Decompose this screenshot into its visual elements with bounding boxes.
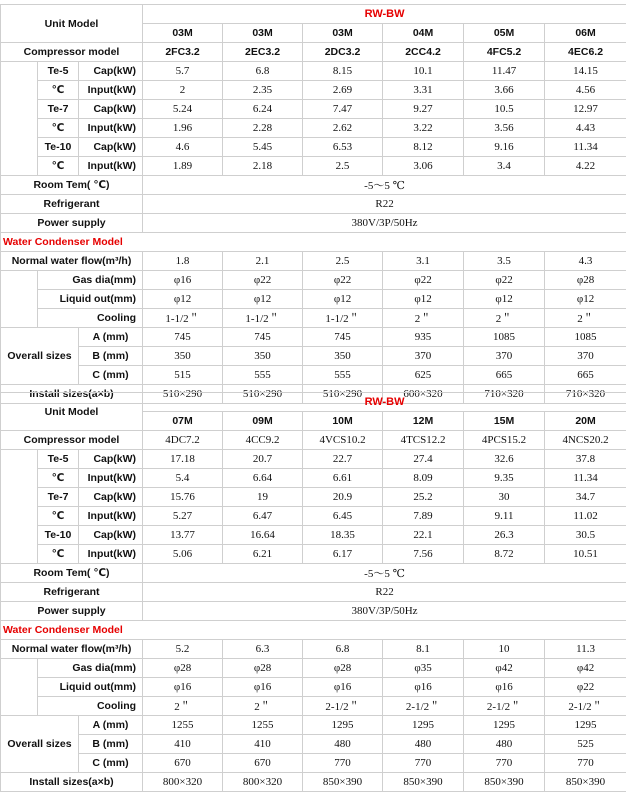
te5-input-cell: 2.35 [223, 81, 303, 100]
te5-input-cell: 2 [143, 81, 223, 100]
size-c-cell: 670 [223, 754, 303, 773]
model-header-cell: 04M [383, 24, 464, 43]
te7-cap-cell: 25.2 [383, 488, 464, 507]
water-flow-cell: 2.1 [223, 252, 303, 271]
te3-unit: ℃ [38, 545, 79, 564]
te10-cap-cell: 6.53 [303, 138, 383, 157]
te5-cap-cell: 27.4 [383, 450, 464, 469]
te5-cap-cell: 5.7 [143, 62, 223, 81]
empty-cell [1, 450, 38, 564]
cooling-cell: 2-1/2＂ [303, 697, 383, 716]
model-header-cell: 03M [303, 24, 383, 43]
input-label: Input(kW) [79, 507, 143, 526]
liquid-out-label: Liquid out(mm) [38, 678, 143, 697]
te5-input-cell: 8.09 [383, 469, 464, 488]
compressor-model-cell: 4TCS12.2 [383, 431, 464, 450]
cooling-label: Cooling [38, 697, 143, 716]
te10-cap-cell: 26.3 [464, 526, 545, 545]
te5-input-cell: 6.64 [223, 469, 303, 488]
unit-model-label: Unit Model [1, 5, 143, 43]
size-b-cell: 350 [223, 347, 303, 366]
te10-cap-cell: 16.64 [223, 526, 303, 545]
size-b-cell: 350 [303, 347, 383, 366]
compressor-model-label: Compressor model [1, 431, 143, 450]
te10-cap-cell: 4.6 [143, 138, 223, 157]
te7-input-cell: 3.56 [464, 119, 545, 138]
model-header-cell: 10M [303, 412, 383, 431]
size-b-cell: 410 [143, 735, 223, 754]
size-b-cell: 480 [303, 735, 383, 754]
te5-cap-cell: 37.8 [545, 450, 626, 469]
empty-cell [1, 271, 38, 328]
te10-cap-cell: 13.77 [143, 526, 223, 545]
te10-input-cell: 5.06 [143, 545, 223, 564]
cap-label: Cap(kW) [79, 526, 143, 545]
liquid-out-cell: φ12 [464, 290, 545, 309]
liquid-out-cell: φ12 [303, 290, 383, 309]
te5-cap-cell: 17.18 [143, 450, 223, 469]
size-b-cell: 370 [464, 347, 545, 366]
size-a-cell: 745 [223, 328, 303, 347]
te5-input-cell: 3.66 [464, 81, 545, 100]
install-size-cell: 600×320 [383, 385, 464, 404]
gas-dia-label: Gas dia(mm) [38, 659, 143, 678]
install-size-cell: 800×320 [143, 773, 223, 792]
model-header-cell: 20M [545, 412, 626, 431]
power-supply-value: 380V/3P/50Hz [143, 214, 626, 233]
te5-input-cell: 9.35 [464, 469, 545, 488]
size-c-cell: 625 [383, 366, 464, 385]
te5-cap-cell: 11.47 [464, 62, 545, 81]
liquid-out-cell: φ16 [383, 678, 464, 697]
power-supply-label: Power supply [1, 214, 143, 233]
gas-dia-cell: φ22 [223, 271, 303, 290]
te10-cap-cell: 22.1 [383, 526, 464, 545]
te7-cap-cell: 30 [464, 488, 545, 507]
model-header-cell: 05M [464, 24, 545, 43]
water-flow-cell: 2.5 [303, 252, 383, 271]
liquid-out-cell: φ16 [464, 678, 545, 697]
size-a-cell: 1255 [223, 716, 303, 735]
size-a-cell: 745 [303, 328, 383, 347]
b-mm-label: B (mm) [79, 347, 143, 366]
te10-input-cell: 2.5 [303, 157, 383, 176]
cooling-cell: 2＂ [383, 309, 464, 328]
te5-input-cell: 4.56 [545, 81, 626, 100]
size-a-cell: 1085 [464, 328, 545, 347]
te7-input-cell: 3.22 [383, 119, 464, 138]
install-size-cell: 710×320 [464, 385, 545, 404]
te7-input-cell: 11.02 [545, 507, 626, 526]
spec-table-2 [0, 392, 626, 792]
power-supply-value: 380V/3P/50Hz [143, 602, 626, 621]
water-flow-cell: 5.2 [143, 640, 223, 659]
te10-cap-cell: 30.5 [545, 526, 626, 545]
te1-label: Te-5 [38, 450, 79, 469]
size-c-cell: 515 [143, 366, 223, 385]
size-c-cell: 670 [143, 754, 223, 773]
liquid-out-cell: φ12 [545, 290, 626, 309]
cooling-cell: 1-1/2＂ [303, 309, 383, 328]
te7-input-cell: 6.45 [303, 507, 383, 526]
cooling-cell: 2-1/2＂ [545, 697, 626, 716]
install-size-cell: 850×390 [464, 773, 545, 792]
cooling-cell: 2＂ [464, 309, 545, 328]
te10-cap-cell: 18.35 [303, 526, 383, 545]
liquid-out-cell: φ22 [545, 678, 626, 697]
compressor-model-cell: 4EC6.2 [545, 43, 626, 62]
power-supply-label: Power supply [1, 602, 143, 621]
refrigerant-label: Refrigerant [1, 583, 143, 602]
compressor-model-cell: 4FC5.2 [464, 43, 545, 62]
te1-label: Te-5 [38, 62, 79, 81]
cooling-cell: 2-1/2＂ [464, 697, 545, 716]
compressor-model-label: Compressor model [1, 43, 143, 62]
te10-cap-cell: 5.45 [223, 138, 303, 157]
te5-input-cell: 6.61 [303, 469, 383, 488]
room-tem-value: -5～5 ℃ [143, 176, 626, 195]
te7-input-cell: 1.96 [143, 119, 223, 138]
te3-label: Te-10 [38, 138, 79, 157]
model-header-cell: 03M [143, 24, 223, 43]
model-header-cell: 03M [223, 24, 303, 43]
compressor-model-cell: 2CC4.2 [383, 43, 464, 62]
te10-input-cell: 6.21 [223, 545, 303, 564]
liquid-out-cell: φ12 [143, 290, 223, 309]
te10-input-cell: 3.06 [383, 157, 464, 176]
liquid-out-label: Liquid out(mm) [38, 290, 143, 309]
gas-dia-cell: φ22 [383, 271, 464, 290]
install-size-cell: 850×390 [545, 773, 626, 792]
size-b-cell: 410 [223, 735, 303, 754]
cap-label: Cap(kW) [79, 488, 143, 507]
size-a-cell: 1295 [464, 716, 545, 735]
te2-label: Te-7 [38, 488, 79, 507]
size-a-cell: 935 [383, 328, 464, 347]
gas-dia-cell: φ28 [303, 659, 383, 678]
te7-cap-cell: 20.9 [303, 488, 383, 507]
input-label: Input(kW) [79, 119, 143, 138]
te10-cap-cell: 11.34 [545, 138, 626, 157]
te7-cap-cell: 9.27 [383, 100, 464, 119]
cooling-cell: 1-1/2＂ [223, 309, 303, 328]
water-flow-label: Normal water flow(m³/h) [1, 252, 143, 271]
size-a-cell: 1085 [545, 328, 626, 347]
te2-label: Te-7 [38, 100, 79, 119]
gas-dia-cell: φ42 [545, 659, 626, 678]
gas-dia-cell: φ16 [143, 271, 223, 290]
gas-dia-cell: φ42 [464, 659, 545, 678]
cooling-cell: 1-1/2＂ [143, 309, 223, 328]
water-flow-cell: 11.3 [545, 640, 626, 659]
cooling-cell: 2-1/2＂ [383, 697, 464, 716]
size-b-cell: 350 [143, 347, 223, 366]
b-mm-label: B (mm) [79, 735, 143, 754]
te10-input-cell: 8.72 [464, 545, 545, 564]
gas-dia-cell: φ28 [223, 659, 303, 678]
install-size-cell: 510×290 [223, 385, 303, 404]
water-flow-cell: 4.3 [545, 252, 626, 271]
water-flow-cell: 6.3 [223, 640, 303, 659]
te10-input-cell: 7.56 [383, 545, 464, 564]
size-b-cell: 480 [383, 735, 464, 754]
te7-input-cell: 2.28 [223, 119, 303, 138]
size-a-cell: 1295 [545, 716, 626, 735]
install-sizes-label: Install sizes(a×b) [1, 385, 143, 404]
refrigerant-value: R22 [143, 583, 626, 602]
te7-input-cell: 4.43 [545, 119, 626, 138]
liquid-out-cell: φ16 [303, 678, 383, 697]
cooling-cell: 2＂ [545, 309, 626, 328]
te7-cap-cell: 12.97 [545, 100, 626, 119]
te1-unit: ℃ [38, 469, 79, 488]
compressor-model-cell: 2FC3.2 [143, 43, 223, 62]
te5-input-cell: 5.4 [143, 469, 223, 488]
size-c-cell: 665 [545, 366, 626, 385]
cooling-cell: 2＂ [143, 697, 223, 716]
te3-label: Te-10 [38, 526, 79, 545]
te5-input-cell: 2.69 [303, 81, 383, 100]
te5-cap-cell: 6.8 [223, 62, 303, 81]
cap-label: Cap(kW) [79, 62, 143, 81]
te7-cap-cell: 34.7 [545, 488, 626, 507]
size-b-cell: 480 [464, 735, 545, 754]
te1-unit: ℃ [38, 81, 79, 100]
compressor-model-cell: 4CC9.2 [223, 431, 303, 450]
compressor-model-cell: 4NCS20.2 [545, 431, 626, 450]
te7-cap-cell: 7.47 [303, 100, 383, 119]
install-size-cell: 510×290 [143, 385, 223, 404]
install-sizes-label: Install sizes(a×b) [1, 773, 143, 792]
te5-cap-cell: 32.6 [464, 450, 545, 469]
spec-table-1 [0, 4, 626, 404]
model-header-cell: 09M [223, 412, 303, 431]
te5-cap-cell: 14.15 [545, 62, 626, 81]
te10-input-cell: 6.17 [303, 545, 383, 564]
brand-label: RW-BW [143, 5, 626, 24]
input-label: Input(kW) [79, 545, 143, 564]
install-size-cell: 800×320 [223, 773, 303, 792]
water-flow-label: Normal water flow(m³/h) [1, 640, 143, 659]
size-b-cell: 525 [545, 735, 626, 754]
size-a-cell: 1295 [303, 716, 383, 735]
room-tem-label: Room Tem( ℃) [1, 176, 143, 195]
liquid-out-cell: φ12 [223, 290, 303, 309]
liquid-out-cell: φ16 [223, 678, 303, 697]
compressor-model-cell: 2DC3.2 [303, 43, 383, 62]
model-header-cell: 15M [464, 412, 545, 431]
compressor-model-cell: 4DC7.2 [143, 431, 223, 450]
model-header-cell: 07M [143, 412, 223, 431]
water-flow-cell: 3.5 [464, 252, 545, 271]
install-size-cell: 510×290 [303, 385, 383, 404]
install-size-cell: 850×390 [383, 773, 464, 792]
empty-cell [1, 62, 38, 176]
size-c-cell: 770 [545, 754, 626, 773]
room-tem-label: Room Tem( ℃) [1, 564, 143, 583]
water-flow-cell: 3.1 [383, 252, 464, 271]
water-flow-cell: 10 [464, 640, 545, 659]
size-a-cell: 1255 [143, 716, 223, 735]
install-size-cell: 710×320 [545, 385, 626, 404]
input-label: Input(kW) [79, 469, 143, 488]
size-c-cell: 770 [383, 754, 464, 773]
size-c-cell: 770 [303, 754, 383, 773]
water-condenser-heading: Water Condenser Model [1, 621, 626, 640]
te5-input-cell: 3.31 [383, 81, 464, 100]
te7-cap-cell: 15.76 [143, 488, 223, 507]
brand-label: RW-BW [143, 393, 626, 412]
te10-input-cell: 3.4 [464, 157, 545, 176]
cooling-cell: 2＂ [223, 697, 303, 716]
cap-label: Cap(kW) [79, 100, 143, 119]
model-header-cell: 06M [545, 24, 626, 43]
te5-cap-cell: 22.7 [303, 450, 383, 469]
te5-input-cell: 11.34 [545, 469, 626, 488]
empty-cell [1, 659, 38, 716]
cap-label: Cap(kW) [79, 450, 143, 469]
te5-cap-cell: 8.15 [303, 62, 383, 81]
te10-input-cell: 2.18 [223, 157, 303, 176]
room-tem-value: -5～5 ℃ [143, 564, 626, 583]
a-mm-label: A (mm) [79, 716, 143, 735]
refrigerant-value: R22 [143, 195, 626, 214]
te7-input-cell: 6.47 [223, 507, 303, 526]
te5-cap-cell: 10.1 [383, 62, 464, 81]
water-flow-cell: 8.1 [383, 640, 464, 659]
size-c-cell: 555 [303, 366, 383, 385]
input-label: Input(kW) [79, 81, 143, 100]
te7-cap-cell: 10.5 [464, 100, 545, 119]
refrigerant-label: Refrigerant [1, 195, 143, 214]
size-a-cell: 1295 [383, 716, 464, 735]
a-mm-label: A (mm) [79, 328, 143, 347]
gas-dia-cell: φ28 [143, 659, 223, 678]
te10-input-cell: 10.51 [545, 545, 626, 564]
liquid-out-cell: φ16 [143, 678, 223, 697]
c-mm-label: C (mm) [79, 366, 143, 385]
c-mm-label: C (mm) [79, 754, 143, 773]
liquid-out-cell: φ12 [383, 290, 464, 309]
te5-cap-cell: 20.7 [223, 450, 303, 469]
overall-sizes-label: Overall sizes [1, 328, 79, 385]
te10-input-cell: 4.22 [545, 157, 626, 176]
overall-sizes-label: Overall sizes [1, 716, 79, 773]
model-header-cell: 12M [383, 412, 464, 431]
size-b-cell: 370 [545, 347, 626, 366]
te3-unit: ℃ [38, 157, 79, 176]
te7-input-cell: 5.27 [143, 507, 223, 526]
te7-input-cell: 9.11 [464, 507, 545, 526]
water-flow-cell: 1.8 [143, 252, 223, 271]
size-a-cell: 745 [143, 328, 223, 347]
te2-unit: ℃ [38, 119, 79, 138]
te7-cap-cell: 19 [223, 488, 303, 507]
gas-dia-cell: φ22 [464, 271, 545, 290]
size-c-cell: 555 [223, 366, 303, 385]
te7-cap-cell: 5.24 [143, 100, 223, 119]
te10-input-cell: 1.89 [143, 157, 223, 176]
water-flow-cell: 6.8 [303, 640, 383, 659]
te2-unit: ℃ [38, 507, 79, 526]
te7-cap-cell: 6.24 [223, 100, 303, 119]
size-b-cell: 370 [383, 347, 464, 366]
gas-dia-cell: φ35 [383, 659, 464, 678]
unit-model-label: Unit Model [1, 393, 143, 431]
cap-label: Cap(kW) [79, 138, 143, 157]
compressor-model-cell: 2EC3.2 [223, 43, 303, 62]
te7-input-cell: 2.62 [303, 119, 383, 138]
te7-input-cell: 7.89 [383, 507, 464, 526]
te10-cap-cell: 8.12 [383, 138, 464, 157]
cooling-label: Cooling [38, 309, 143, 328]
gas-dia-cell: φ22 [303, 271, 383, 290]
water-condenser-heading: Water Condenser Model [1, 233, 626, 252]
input-label: Input(kW) [79, 157, 143, 176]
te10-cap-cell: 9.16 [464, 138, 545, 157]
compressor-model-cell: 4VCS10.2 [303, 431, 383, 450]
gas-dia-label: Gas dia(mm) [38, 271, 143, 290]
install-size-cell: 850×390 [303, 773, 383, 792]
compressor-model-cell: 4PCS15.2 [464, 431, 545, 450]
gas-dia-cell: φ28 [545, 271, 626, 290]
size-c-cell: 770 [464, 754, 545, 773]
size-c-cell: 665 [464, 366, 545, 385]
